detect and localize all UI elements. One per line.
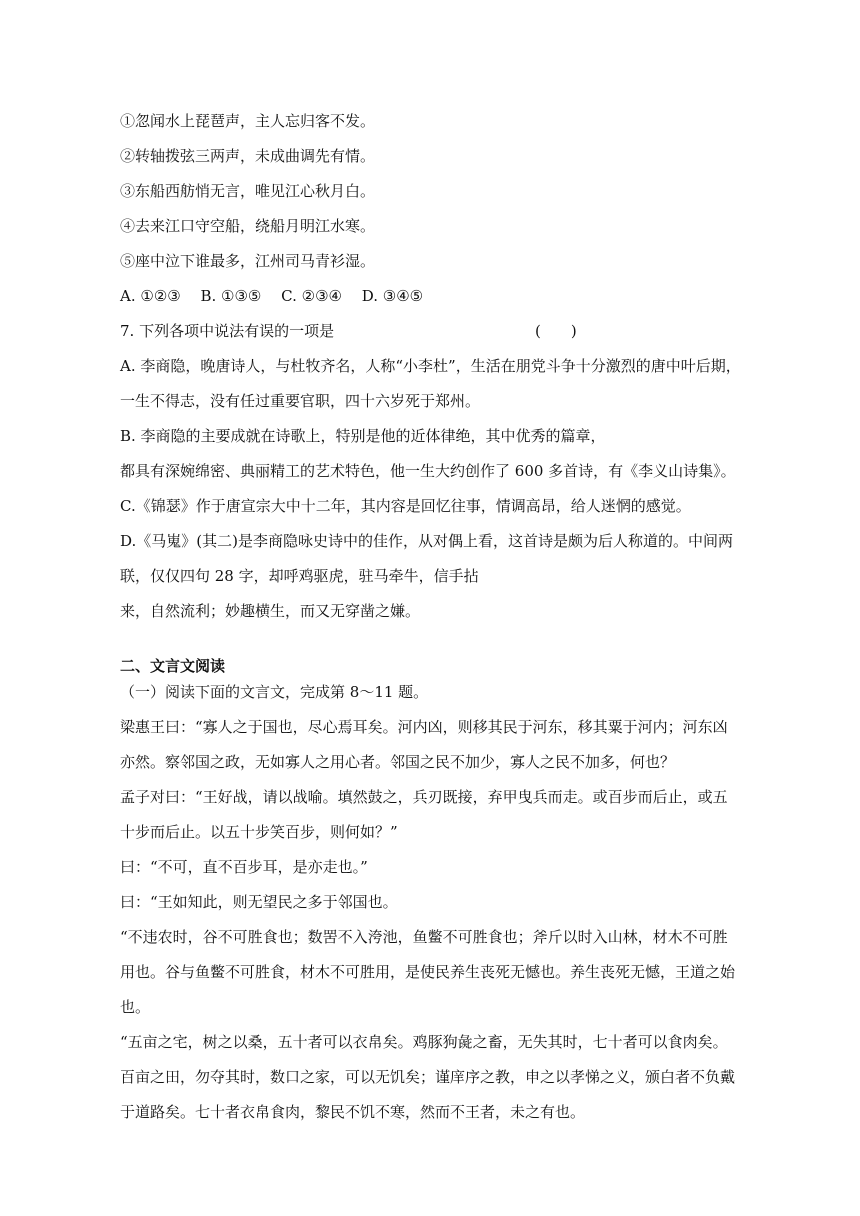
passage-line-9: 也。 xyxy=(120,998,151,1016)
passage-line-1: 梁惠王曰：“寡人之于国也，尽心焉耳矣。河内凶，则移其民于河东，移其粟于河内；河东凶 xyxy=(120,718,728,736)
option-d-line-3: 来，自然流利；妙趣横生，而又无穿凿之嫌。 xyxy=(120,602,421,620)
question-7-stem xyxy=(120,321,780,341)
option-b-line-1: B. 李商隐的主要成就在诗歌上，特别是他的近体律绝，其中优秀的篇章， xyxy=(120,427,606,445)
poem-option-4: ④去来江口守空船，绕船月明江水寒。 xyxy=(120,217,376,235)
question-7-text: 7. 下列各项中说法有误的一项是 xyxy=(120,322,335,340)
option-d-line-2: 联，仅仅四句 28 字，却呼鸡驱虎，驻马牵牛，信手拈 xyxy=(120,567,479,585)
passage-line-5: 曰：“不可，直不百步耳，是亦走也。” xyxy=(120,858,368,876)
passage-line-7: “不违农时，谷不可胜食也；数罟不入洿池，鱼鳖不可胜食也；斧斤以时入山林，材木不可胜 xyxy=(120,928,728,946)
option-a-line-2: 一生不得志，没有任过重要官职，四十六岁死于郑州。 xyxy=(120,392,481,410)
option-b-line-2: 都具有深婉绵密、典丽精工的艺术特色，他一生大约创作了 600 多首诗，有《李义山诗集》。 xyxy=(120,462,736,480)
passage-line-2: 亦然。察邻国之政，无如寡人之用心者。邻国之民不加少，寡人之民不加多，何也？ xyxy=(120,753,676,771)
option-c-line-1: C.《锦瑟》作于唐宣宗大中十二年，其内容是回忆往事，情调高昂，给人迷惘的感觉。 xyxy=(120,497,691,515)
passage-line-10: “五亩之宅，树之以桑，五十者可以衣帛矣。鸡豚狗彘之畜，无失其时，七十者可以食肉矣。 xyxy=(120,1033,728,1051)
poem-option-5: ⑤座中泣下谁最多，江州司马青衫湿。 xyxy=(120,252,376,270)
section-heading: 二、文言文阅读 xyxy=(120,657,226,675)
option-a-line-1: A. 李商隐，晚唐诗人，与杜牧齐名，人称“小李杜”，生活在朋党斗争十分激烈的唐中叶后期， xyxy=(120,357,741,375)
poem-option-1: ①忽闻水上琵琶声，主人忘归客不发。 xyxy=(120,112,376,130)
poem-option-3: ③东船西舫悄无言，唯见江心秋月白。 xyxy=(120,182,376,200)
answer-blank: ( ) xyxy=(535,322,577,340)
poem-option-2: ②转轴拨弦三两声，未成曲调先有情。 xyxy=(120,147,376,165)
option-d-line-1: D.《马嵬》(其二)是李商隐咏史诗中的佳作，从对偶上看，这首诗是颇为后人称道的。中间两 xyxy=(120,532,733,550)
answer-choices: A. ①②③ B. ①③⑤ C. ②③④ D. ③④⑤ xyxy=(120,287,424,305)
passage-line-4: 十步而后止。以五十步笑百步，则何如？” xyxy=(120,823,398,841)
passage-line-12: 于道路矣。七十者衣帛食肉，黎民不饥不寒，然而不王者，未之有也。 xyxy=(120,1103,586,1121)
passage-line-3: 孟子对曰：“王好战，请以战喻。填然鼓之，兵刃既接，弃甲曳兵而走。或百步而后止，或五 xyxy=(120,788,728,806)
passage-line-6: 曰：“王如知此，则无望民之多于邻国也。 xyxy=(120,893,398,911)
passage-line-8: 用也。谷与鱼鳖不可胜食，材木不可胜用，是使民养生丧死无憾也。养生丧死无憾，王道之始 xyxy=(120,963,736,981)
passage-line-11: 百亩之田，勿夺其时，数口之家，可以无饥矣；谨庠序之教，申之以孝悌之义，颁白者不负戴 xyxy=(120,1068,736,1086)
section-instructions: （一）阅读下面的文言文，完成第 8～11 题。 xyxy=(120,683,429,701)
